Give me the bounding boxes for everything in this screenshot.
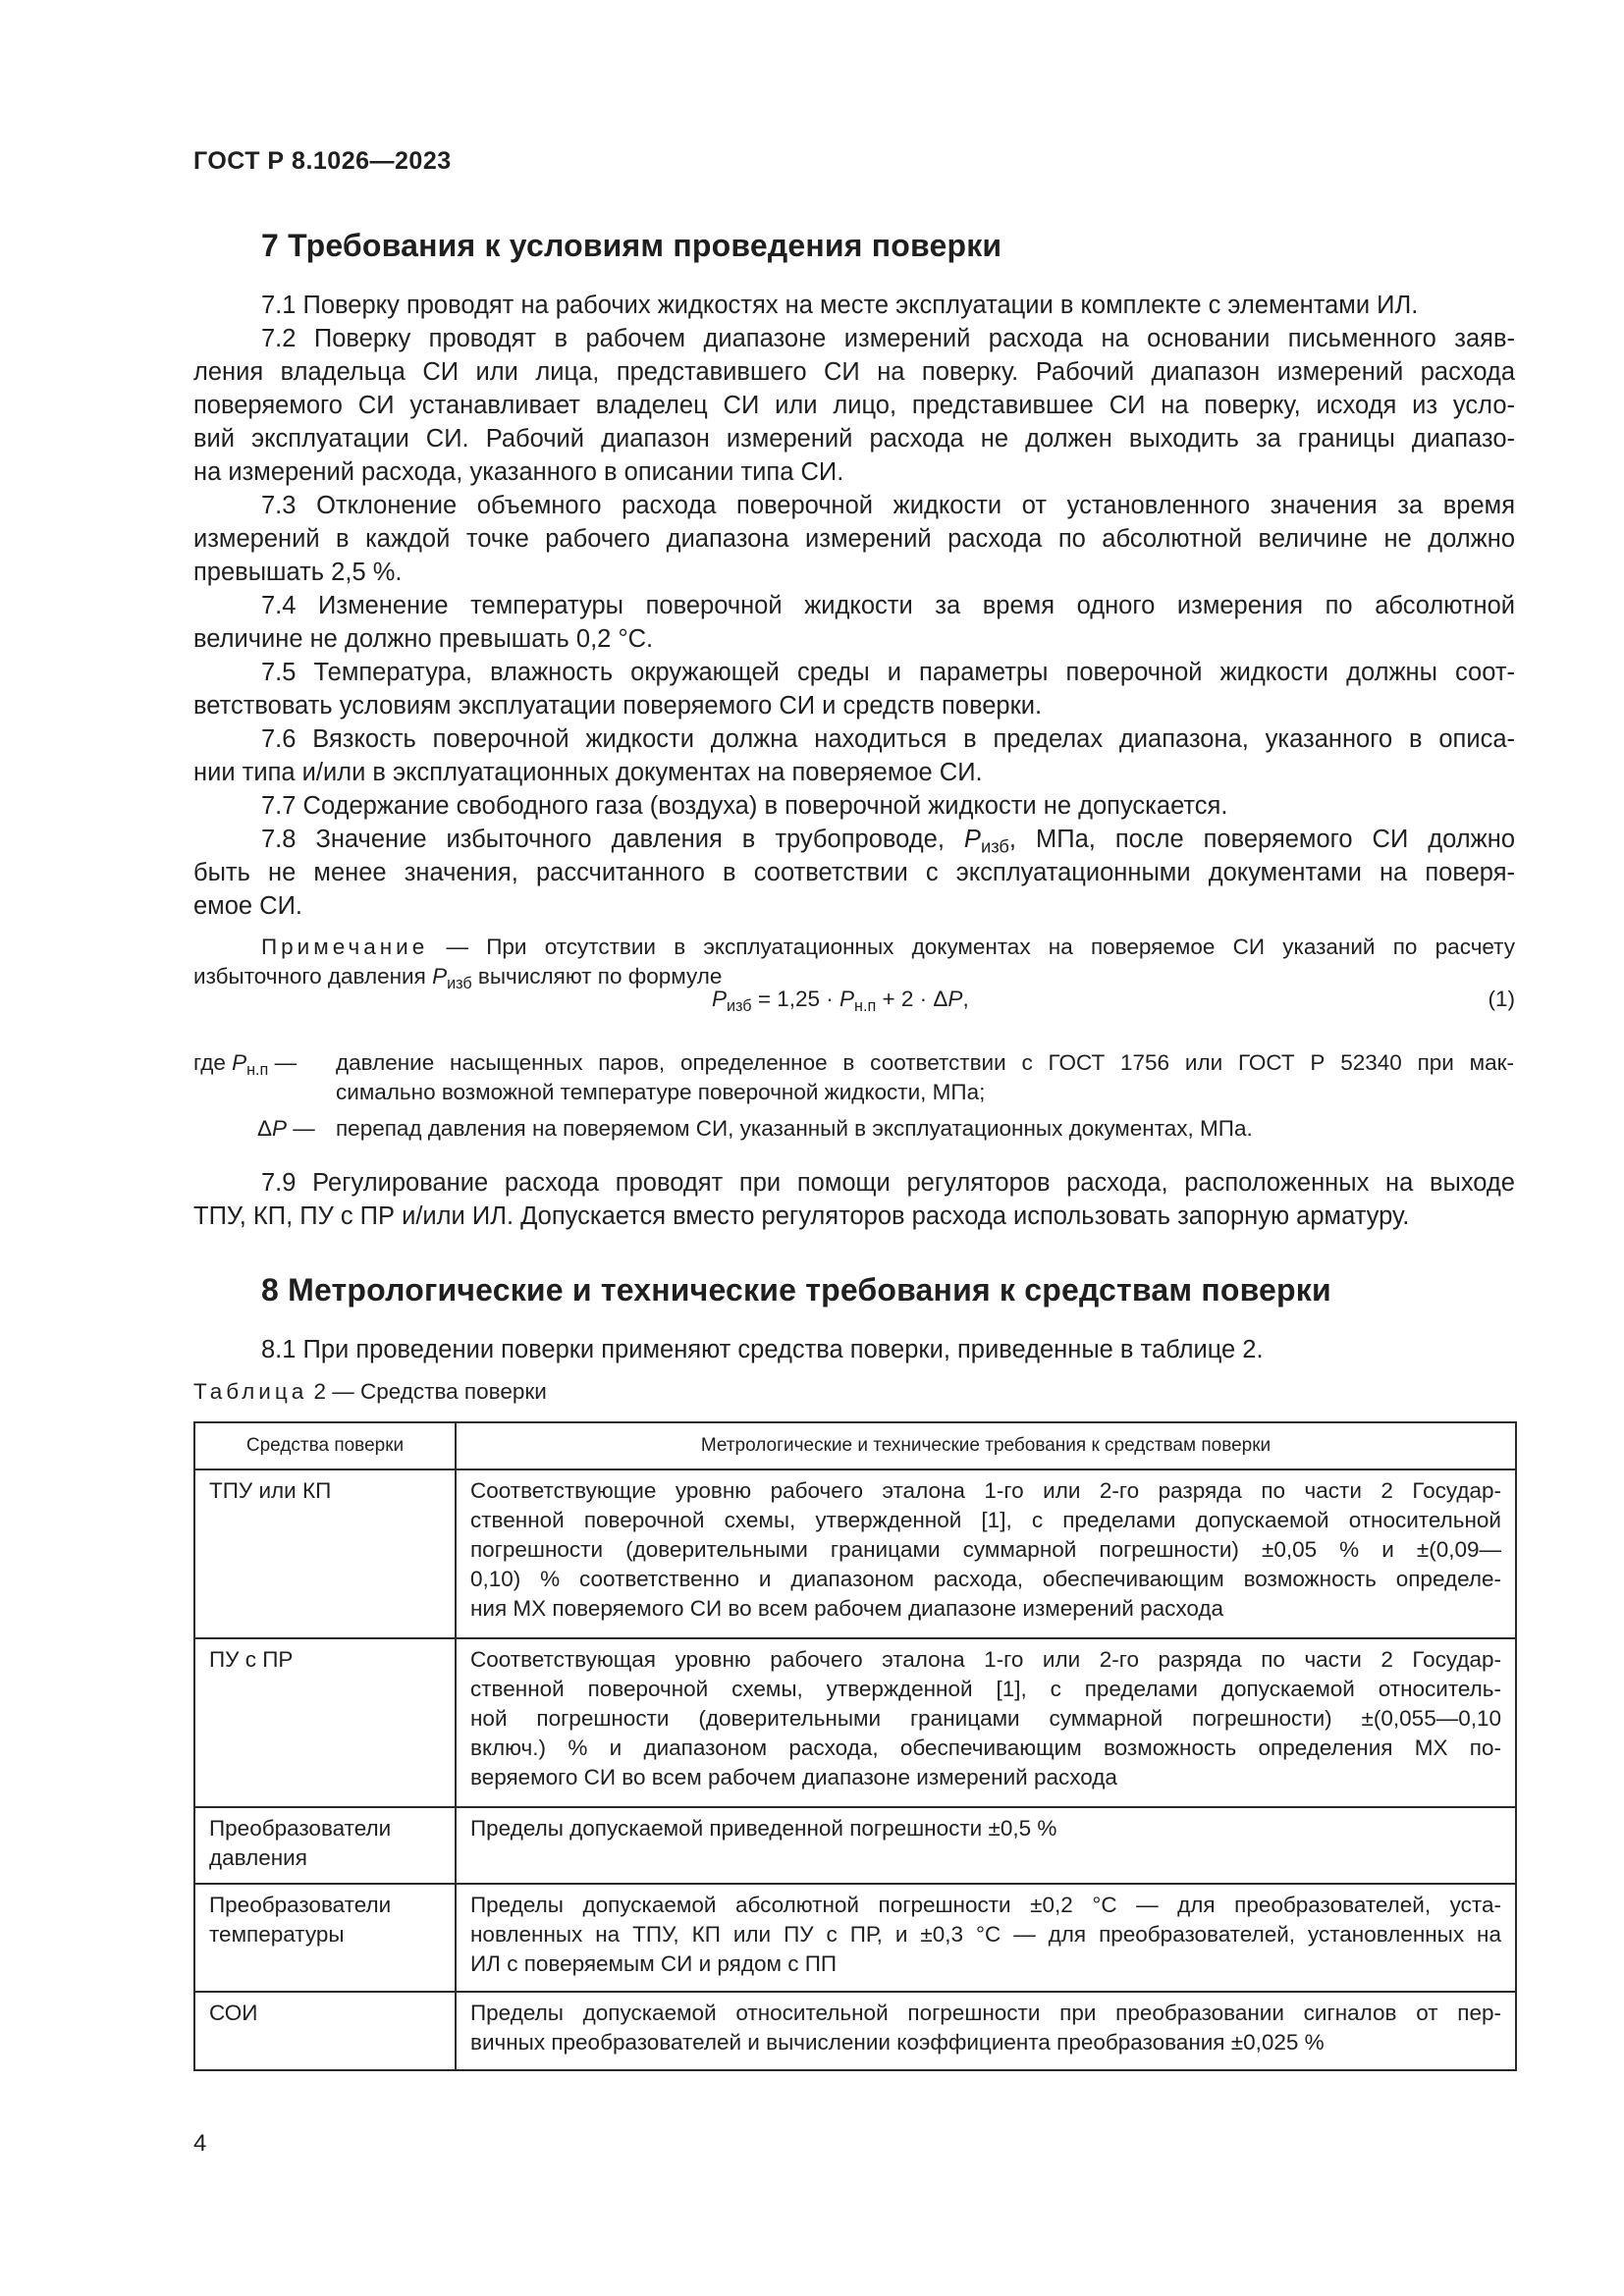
para-7-2-line: вий эксплуатации СИ. Рабочий диапазон измерений расхода не должен выходить за границы диапазо- bbox=[193, 425, 1515, 453]
para-7-1: 7.1 Поверку проводят на рабочих жидкостях на месте эксплуатации в комплекте с элементами ИЛ. bbox=[261, 292, 1419, 319]
where-def-dp: перепад давления на поверяемом СИ, указанный в эксплуатационных документах, МПа. bbox=[336, 1116, 1253, 1141]
para-8-1: 8.1 При проведении поверки применяют средства поверки, приведенные в таблице 2. bbox=[261, 1336, 1264, 1363]
means-cell: Преобразователи температуры bbox=[194, 1884, 456, 1992]
header-means: Средства поверки bbox=[194, 1422, 456, 1469]
para-7-8-line: емое СИ. bbox=[193, 892, 302, 920]
where-term-pnp: где $Р_{н.п}$ — bbox=[193, 1050, 298, 1079]
table-row bbox=[194, 1992, 1516, 2070]
table-row bbox=[194, 1884, 1516, 1992]
table-header-row bbox=[194, 1422, 1516, 1469]
where-def-pnp: давление насыщенных паров, определенное в соответствии с ГОСТ 1756 или ГОСТ Р 52340 при мак- bbox=[336, 1050, 1514, 1075]
where-def-pnp: симально возможной температуре поверочной жидкости, МПа; bbox=[336, 1080, 986, 1104]
formula-number: (1) bbox=[1488, 987, 1515, 1011]
section-7-title: 7 Требования к условиям проведения поверки bbox=[261, 228, 1002, 263]
requirements-cell: Пределы допускаемой относительной погрешности при преобразовании сигналов от пер- вичных преобразователей и вычислении коэффициента преобразования ±0,025 % bbox=[456, 1992, 1516, 2070]
para-7-5-line: ветствовать условиям эксплуатации поверяемого СИ и средств поверки. bbox=[193, 692, 1043, 720]
means-cell: ТПУ или КП bbox=[194, 1469, 456, 1638]
table-caption: Таблица 2 — Средства поверки bbox=[193, 1379, 547, 1404]
para-7-4-line: 7.4 Изменение температуры поверочной жидкости за время одного измерения по абсолютной bbox=[261, 592, 1515, 619]
table-row bbox=[194, 1807, 1516, 1884]
para-7-5-line: 7.5 Температура, влажность окружающей среды и параметры поверочной жидкости должны соот- bbox=[261, 659, 1515, 686]
para-7-9-line: ТПУ, КП, ПУ с ПР и/или ИЛ. Допускается вместо регуляторов расхода использовать запорную арматуру. bbox=[193, 1202, 1410, 1230]
formula-1: $Р_{изб} = 1,25 \cdot Р_{н.п} + 2 \cdot \Delta Р$, bbox=[712, 987, 969, 1015]
para-7-3-line: измерений в каждой точке рабочего диапазона измерений расхода по абсолютной величине не должно bbox=[193, 525, 1515, 553]
para-7-6-line: 7.6 Вязкость поверочной жидкости должна находиться в пределах диапазона, указанного в описа- bbox=[261, 725, 1515, 753]
table-row bbox=[194, 1638, 1516, 1807]
table-row bbox=[194, 1469, 1516, 1638]
verification-means-table bbox=[193, 1421, 1517, 2071]
para-7-2-line: ления владельца СИ или лица, представившего СИ на поверку. Рабочий диапазон измерений расхода bbox=[193, 358, 1515, 386]
para-7-2-line: на измерений расхода, указанного в описании типа СИ. bbox=[193, 458, 844, 486]
para-7-8-line: 7.8 Значение избыточного давления в трубопроводе, $Р_{изб}$, МПа, после поверяемого СИ должно bbox=[261, 826, 1515, 857]
para-7-7: 7.7 Содержание свободного газа (воздуха) в поверочной жидкости не допускается. bbox=[261, 792, 1228, 820]
means-cell: СОИ bbox=[194, 1992, 456, 2070]
para-7-6-line: нии типа и/или в эксплуатационных документах на поверяемое СИ. bbox=[193, 759, 983, 786]
section-8-title: 8 Метрологические и технические требования к средствам поверки bbox=[261, 1272, 1331, 1308]
means-cell: Преобразователи давления bbox=[194, 1807, 456, 1884]
note-label: Примечание bbox=[261, 934, 429, 959]
requirements-cell: Пределы допускаемой приведенной погрешности ±0,5 % bbox=[456, 1807, 1516, 1884]
means-cell: ПУ с ПР bbox=[194, 1638, 456, 1807]
para-7-2-line: поверяемого СИ устанавливает владелец СИ или лицо, представившее СИ на поверку, исходя из усло- bbox=[193, 392, 1515, 419]
para-7-2-line: 7.2 Поверку проводят в рабочем диапазоне измерений расхода на основании письменного заяв- bbox=[261, 325, 1515, 352]
para-7-4-line: величине не должно превышать 0,2 °С. bbox=[193, 625, 654, 653]
requirements-cell: Соответствующие уровню рабочего эталона 1-го или 2-го разряда по части 2 Государ- ственной поверочной схемы, утвержденной [1], с пределами допускаемой относительной погрешности (доверительными границами суммарной погрешности) ±0,05 % и ±(0,09— 0,10) % соответственно и диапазоном расхода, обеспечивающим возможность определе- ния МХ поверяемого СИ во всем рабочем диапазоне измерений расхода bbox=[456, 1469, 1516, 1638]
page-number: 4 bbox=[193, 2130, 207, 2157]
para-7-3-line: превышать 2,5 %. bbox=[193, 559, 403, 586]
requirements-cell: Пределы допускаемой абсолютной погрешности ±0,2 °С — для преобразователей, уста- новленных на ТПУ, КП или ПУ с ПР, и ±0,3 °С — для преобразователей, установленных на ИЛ с поверяемым СИ и рядом с ПП bbox=[456, 1884, 1516, 1992]
header-requirements: Метрологические и технические требования к средствам поверки bbox=[456, 1422, 1516, 1469]
note-line: избыточного давления $Р_{изб}$ вычисляют по формуле bbox=[193, 964, 723, 992]
note-line: Примечание — При отсутствии в эксплуатационных документах на поверяемое СИ указаний по расчету bbox=[261, 934, 1515, 959]
para-7-3-line: 7.3 Отклонение объемного расхода поверочной жидкости от установленного значения за время bbox=[261, 492, 1515, 519]
document-code: ГОСТ Р 8.1026—2023 bbox=[193, 147, 452, 175]
requirements-cell: Соответствующая уровню рабочего эталона 1-го или 2-го разряда по части 2 Государ- ственной поверочной схемы, утвержденной [1], с пределами допускаемой относитель- ной погрешности (доверительными границами суммарной погрешности) ±(0,055—0,10 включ.) % и диапазоном расхода, обеспечивающим возможность определения МХ по- веряемого СИ во всем рабочем диапазоне измерений расхода bbox=[456, 1638, 1516, 1807]
para-7-9-line: 7.9 Регулирование расхода проводят при помощи регуляторов расхода, расположенных на выходе bbox=[261, 1169, 1515, 1197]
para-7-8-line: быть не менее значения, рассчитанного в соответствии с эксплуатационными документами на поверя- bbox=[193, 859, 1515, 886]
where-term-dp: ΔР — bbox=[257, 1116, 315, 1141]
